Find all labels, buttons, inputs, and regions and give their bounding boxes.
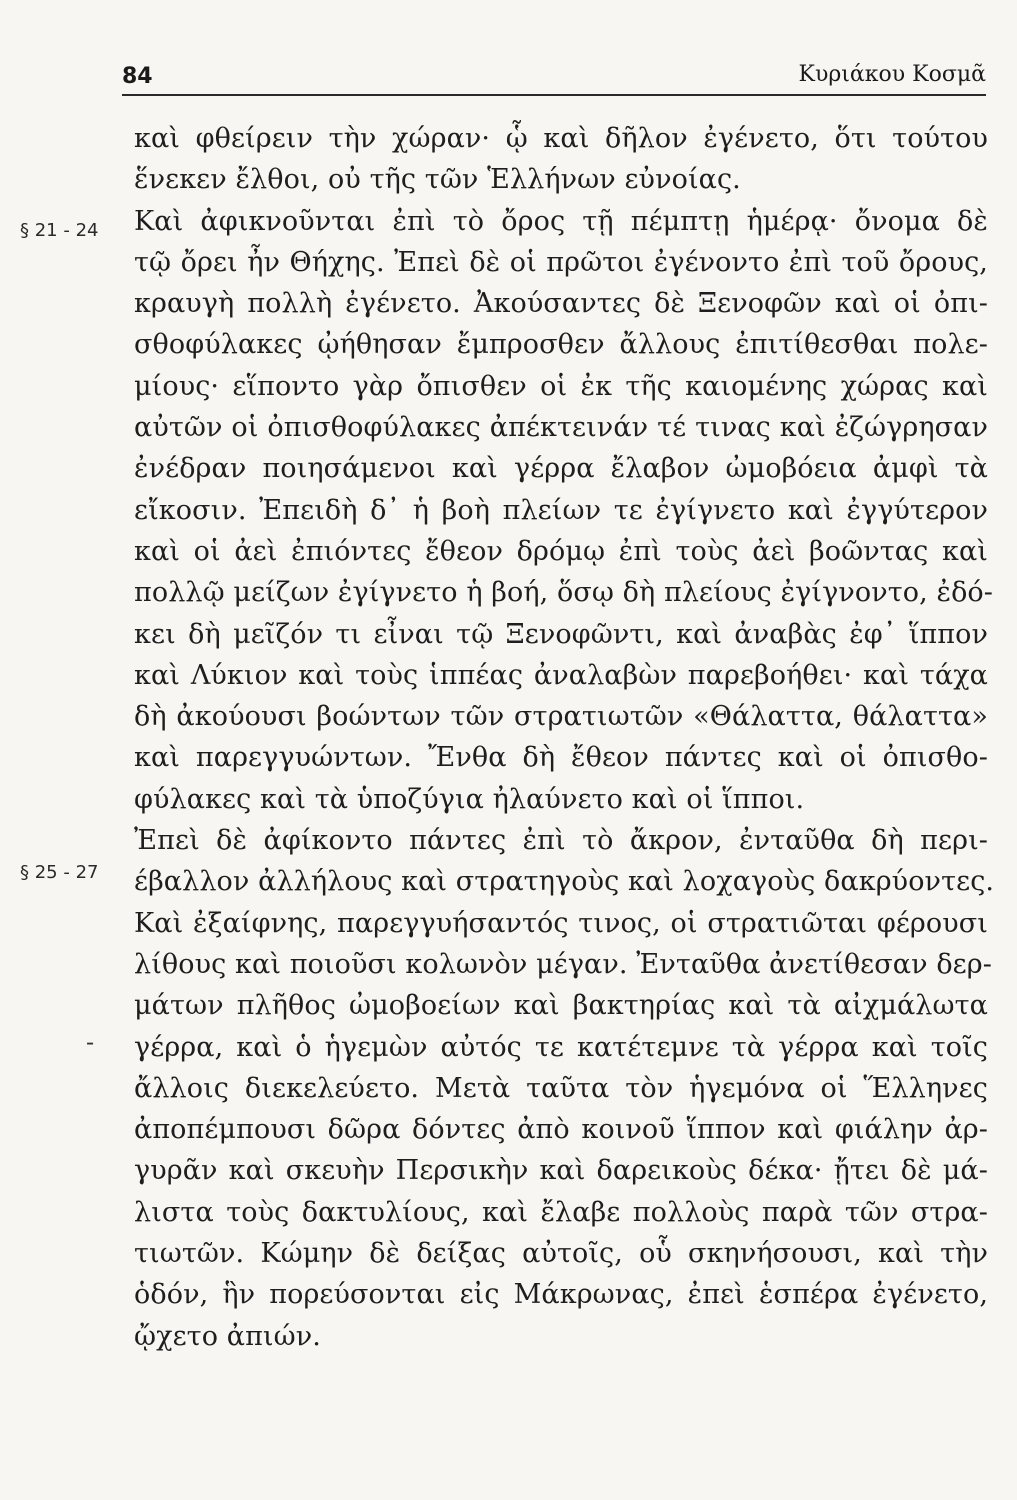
running-title: Κυριάκου Κοσμᾶ — [798, 62, 986, 87]
text-line: τιωτῶν. Κώμην δὲ δείξας αὐτοῖς, οὗ σκηνήσουσι, καὶ τὴν — [134, 1238, 988, 1270]
text-line: ἕνεκεν ἔλθοι, οὐ τῆς τῶν Ἑλλήνων εὐνοίας. — [134, 164, 741, 196]
text-line: τῷ ὄρει ἦν Θήχης. Ἐπεὶ δὲ οἱ πρῶτοι ἐγένοντο ἐπὶ τοῦ ὄρους, — [134, 246, 988, 278]
text-line: δὴ ἀκούουσι βοώντων τῶν στρατιωτῶν «Θάλαττα, θάλαττα» — [134, 701, 988, 733]
text-line: Ἐπεὶ δὲ ἀφίκοντο πάντες ἐπὶ τὸ ἄκρον, ἐνταῦθα δὴ περι- — [134, 825, 988, 857]
text-line: ὁδόν, ἣν πορεύσονται εἰς Μάκρωνας, ἐπεὶ ἑσπέρα ἐγένετο, — [134, 1279, 988, 1311]
text-line: λιστα τοὺς δακτυλίους, καὶ ἔλαβε πολλοὺς παρὰ τῶν στρα- — [134, 1196, 988, 1228]
text-line: ἐνέδραν ποιησάμενοι καὶ γέρρα ἔλαβον ὠμοβόεια ἀμφὶ τὰ — [134, 453, 988, 485]
text-line: κει δὴ μεῖζόν τι εἶναι τῷ Ξενοφῶντι, καὶ ἀναβὰς ἐφ᾿ ἵππον — [134, 618, 988, 650]
text-line: εἴκοσιν. Ἐπειδὴ δ᾿ ἡ βοὴ πλείων τε ἐγίγνετο καὶ ἐγγύτερον — [134, 494, 988, 526]
text-line: γυρᾶν καὶ σκευὴν Περσικὴν καὶ δαρεικοὺς δέκα· ᾔτει δὲ μά- — [134, 1155, 988, 1187]
body-text — [134, 118, 995, 1357]
text-line: σθοφύλακες ᾠήθησαν ἔμπροσθεν ἄλλους ἐπιτίθεσθαι πολε- — [134, 329, 988, 361]
page-number: 84 — [122, 64, 153, 89]
text-line: λίθους καὶ ποιοῦσι κολωνὸν μέγαν. Ἐνταῦθα ἀνετίθεσαν δερ- — [134, 948, 992, 980]
text-line: ἀποπέμπουσι δῶρα δόντες ἀπὸ κοινοῦ ἵππον καὶ φιάλην ἀρ- — [134, 1114, 988, 1146]
text-line: καὶ παρεγγυώντων. Ἔνθα δὴ ἔθεον πάντες καὶ οἱ ὀπισθο- — [134, 742, 988, 774]
text-line: μάτων πλῆθος ὠμοβοείων καὶ βακτηρίας καὶ τὰ αἰχμάλωτα — [134, 990, 988, 1022]
text-line: ᾤχετο ἀπιών. — [134, 1320, 321, 1352]
page-header — [122, 50, 986, 96]
text-line: καὶ οἱ ἀεὶ ἐπιόντες ἔθεον δρόμῳ ἐπὶ τοὺς ἀεὶ βοῶντας καὶ — [134, 535, 988, 567]
text-line: ἄλλοις διεκελεύετο. Μετὰ ταῦτα τὸν ἡγεμόνα οἱ Ἕλληνες — [134, 1072, 988, 1104]
section-reference-2: § 25 - 27 — [20, 862, 99, 883]
text-line: καὶ Λύκιον καὶ τοὺς ἱππέας ἀναλαβὼν παρεβοήθει· καὶ τάχα — [134, 659, 988, 691]
text-line: Καὶ ἐξαίφνης, παρεγγυήσαντός τινος, οἱ στρατιῶται φέρουσι — [134, 907, 988, 939]
text-line: κραυγὴ πολλὴ ἐγένετο. Ἀκούσαντες δὲ Ξενοφῶν καὶ οἱ ὀπι- — [134, 288, 988, 320]
margin-mark: ‐ — [86, 1028, 95, 1056]
text-line: αὐτῶν οἱ ὀπισθοφύλακες ἀπέκτεινάν τέ τινας καὶ ἐζώγρησαν — [134, 412, 988, 444]
text-line: έβαλλον ἀλλήλους καὶ στρατηγοὺς καὶ λοχαγοὺς δακρύοντες. — [134, 866, 995, 898]
text-line: Καὶ ἀφικνοῦνται ἐπὶ τὸ ὄρος τῇ πέμπτῃ ἡμέρᾳ· ὄνομα δὲ — [134, 205, 988, 237]
section-reference-1: § 21 - 24 — [20, 220, 99, 241]
text-line: μίους· εἵποντο γὰρ ὄπισθεν οἱ ἐκ τῆς καιομένης χώρας καὶ — [134, 370, 988, 402]
text-line: καὶ φθείρειν τὴν χώραν· ᾧ καὶ δῆλον ἐγένετο, ὅτι τούτου — [134, 123, 988, 154]
text-line: φύλακες καὶ τὰ ὑποζύγια ἠλαύνετο καὶ οἱ ἵπποι. — [134, 783, 805, 815]
text-line: γέρρα, καὶ ὁ ἡγεμὼν αὐτός τε κατέτεμνε τὰ γέρρα καὶ τοῖς — [134, 1031, 988, 1063]
text-line: πολλῷ μείζων ἐγίγνετο ἡ βοή, ὅσῳ δὴ πλείους ἐγίγνοντο, ἐδό- — [134, 577, 993, 609]
